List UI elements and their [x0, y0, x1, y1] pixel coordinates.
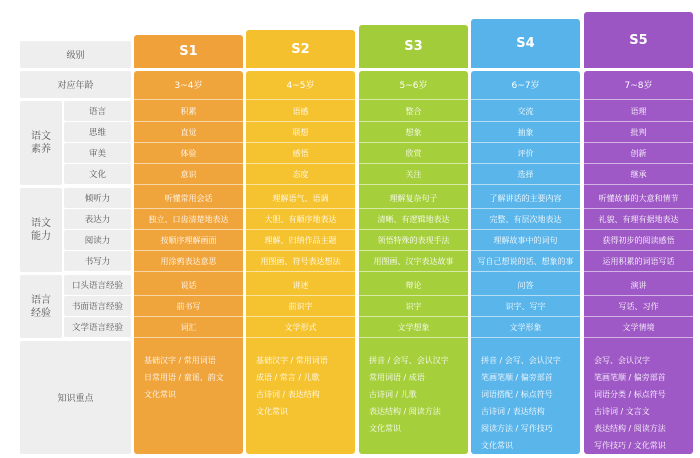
level-value: 礼貌、有理有据地表达	[598, 214, 679, 224]
level-value: 完整、有层次地表达	[489, 214, 562, 224]
level-header: S5	[584, 12, 693, 68]
row-label: 文化	[64, 164, 131, 184]
level-value: 直觉	[180, 127, 197, 137]
level-value: 体验	[180, 148, 197, 158]
level-value: 运用积累的词语写话	[602, 256, 675, 266]
age-label: 对应年龄	[20, 71, 131, 98]
level-value: 抽象	[517, 127, 534, 137]
row-label: 文学语言经验	[64, 317, 131, 337]
level-value: 联想	[292, 127, 309, 137]
level-value: 识字	[405, 301, 422, 311]
level-value: 文学形象	[509, 322, 542, 332]
level-value: 整合	[405, 106, 422, 116]
level-value: 语理	[630, 106, 647, 116]
knowledge-line: 阅读方法 / 写作技巧	[481, 424, 553, 433]
knowledge-line: 会写、会认汉字	[594, 356, 650, 365]
level-value: 大胆、有顺序地表达	[264, 214, 337, 224]
knowledge-line: 基础汉字 / 常用词语	[144, 356, 216, 365]
level-value: 理解、归纳作品主题	[264, 235, 337, 245]
row-divider	[471, 99, 580, 100]
level-age: 4~5岁	[286, 81, 315, 91]
knowledge-line: 成语 / 常言 / 儿歌	[256, 373, 320, 382]
row-divider	[584, 99, 693, 100]
level-value: 词汇	[180, 322, 197, 332]
knowledge-line: 古诗词 / 表达结构	[481, 407, 545, 416]
row-divider	[134, 271, 243, 272]
level-value: 理解语气、语调	[272, 193, 329, 203]
knowledge-line: 拼音 / 会写、会认汉字	[481, 356, 561, 365]
row-divider	[584, 337, 693, 338]
row-divider	[359, 271, 468, 272]
knowledge-line: 文化常识	[256, 407, 288, 416]
row-label: 审美	[64, 143, 131, 163]
level-age: 7~8岁	[624, 81, 653, 91]
row-divider	[246, 337, 355, 338]
knowledge-line: 写作技巧 / 文化常识	[594, 441, 666, 450]
level-value: 选择	[517, 169, 534, 179]
level-value: 说话	[180, 280, 197, 290]
level-value: 文学想象	[397, 322, 430, 332]
level-value: 听懂故事的大意和情节	[598, 193, 679, 203]
level-header: S1	[134, 35, 243, 68]
knowledge-line: 词语搭配 / 标点符号	[481, 390, 553, 399]
knowledge-line: 古诗词 / 儿歌	[369, 390, 417, 399]
level-knowledge	[134, 341, 243, 454]
knowledge-line: 常用词语 / 成语	[369, 373, 425, 382]
row-divider	[246, 184, 355, 185]
level-value: 问答	[517, 280, 534, 290]
group-label-ability: 语文 能力	[20, 188, 62, 272]
knowledge-line: 文化常识	[369, 424, 401, 433]
level-value: 交流	[517, 106, 534, 116]
level-value: 写话、习作	[618, 301, 659, 311]
level-value: 想象	[405, 127, 422, 137]
level-value: 理解故事中的词句	[493, 235, 558, 245]
knowledge-line: 古诗词 / 表达结构	[256, 390, 320, 399]
level-value: 文学情境	[622, 322, 655, 332]
level-value: 理解复杂句子	[389, 193, 438, 203]
level-header: S3	[359, 25, 468, 68]
row-divider	[471, 337, 580, 338]
level-value: 欣赏	[405, 148, 422, 158]
row-divider	[134, 99, 243, 100]
row-divider	[134, 337, 243, 338]
level-value: 辩论	[405, 280, 422, 290]
level-value: 演讲	[630, 280, 647, 290]
row-label: 阅读力	[64, 230, 131, 250]
row-divider	[359, 337, 468, 338]
level-header: S4	[471, 19, 580, 68]
level-value: 清晰、有逻辑地表达	[377, 214, 450, 224]
group-label-literacy: 语文 素养	[20, 101, 62, 185]
row-divider	[359, 184, 468, 185]
knowledge-line: 词语分类 / 标点符号	[594, 390, 666, 399]
row-divider	[246, 271, 355, 272]
level-value: 用图画、汉字表达故事	[373, 256, 454, 266]
level-value: 感悟	[292, 148, 309, 158]
level-knowledge	[471, 341, 580, 454]
level-value: 态度	[292, 169, 309, 179]
level-value: 写自己想说的话、想象的事	[477, 256, 574, 266]
level-value: 前识字	[288, 301, 313, 311]
level-value: 批判	[630, 127, 647, 137]
level-value: 获得初步的阅读感悟	[602, 235, 675, 245]
level-value: 关注	[405, 169, 422, 179]
level-knowledge	[359, 341, 468, 454]
level-value: 领悟特殊的表现手法	[377, 235, 450, 245]
level-value: 了解讲话的主要内容	[489, 193, 562, 203]
knowledge-line: 文化常识	[481, 441, 513, 450]
knowledge-line: 表达结构 / 阅读方法	[369, 407, 441, 416]
level-knowledge	[584, 341, 693, 454]
level-age: 5~6岁	[399, 81, 428, 91]
level-value: 意识	[180, 169, 197, 179]
row-label: 书写力	[64, 251, 131, 271]
level-value: 听懂常用会话	[164, 193, 213, 203]
level-knowledge	[246, 341, 355, 454]
level-value: 积累	[180, 106, 197, 116]
row-label: 语言	[64, 101, 131, 121]
level-value: 前书写	[176, 301, 201, 311]
row-label: 口头语言经验	[64, 275, 131, 295]
row-divider	[134, 184, 243, 185]
level-value: 识字、写字	[505, 301, 546, 311]
level-value: 讲述	[292, 280, 309, 290]
row-divider	[246, 99, 355, 100]
level-value: 创新	[630, 148, 647, 158]
row-label: 表达力	[64, 209, 131, 229]
knowledge-line: 笔画笔顺 / 偏旁部首	[481, 373, 553, 382]
row-divider	[359, 99, 468, 100]
row-divider	[584, 184, 693, 185]
level-value: 用涂鸦表达意思	[160, 256, 217, 266]
level-value: 独立、口齿清楚地表达	[148, 214, 229, 224]
level-value: 用图画、符号表达想法	[260, 256, 341, 266]
level-value: 语感	[292, 106, 309, 116]
level-header: S2	[246, 30, 355, 68]
level-value: 评价	[517, 148, 534, 158]
knowledge-line: 笔画笔顺 / 偏旁部首	[594, 373, 666, 382]
level-value: 按顺序理解画面	[160, 235, 217, 245]
row-label: 思维	[64, 122, 131, 142]
knowledge-line: 表达结构 / 阅读方法	[594, 424, 666, 433]
row-divider	[584, 271, 693, 272]
knowledge-line: 日常用语 / 童谣、韵文	[144, 373, 224, 382]
level-value: 文学形式	[284, 322, 317, 332]
level-age: 3~4岁	[174, 81, 203, 91]
knowledge-line: 拼音 / 会写、会认汉字	[369, 356, 449, 365]
knowledge-line: 古诗词 / 文言文	[594, 407, 650, 416]
level-age: 6~7岁	[511, 81, 540, 91]
row-label: 倾听力	[64, 188, 131, 208]
level-label: 级别	[20, 41, 131, 68]
group-label-experience: 语言 经验	[20, 275, 62, 338]
row-divider	[471, 184, 580, 185]
knowledge-label: 知识重点	[20, 341, 131, 454]
knowledge-line: 基础汉字 / 常用词语	[256, 356, 328, 365]
knowledge-line: 文化常识	[144, 390, 176, 399]
row-divider	[471, 271, 580, 272]
row-label: 书面语言经验	[64, 296, 131, 316]
level-value: 继承	[630, 169, 647, 179]
